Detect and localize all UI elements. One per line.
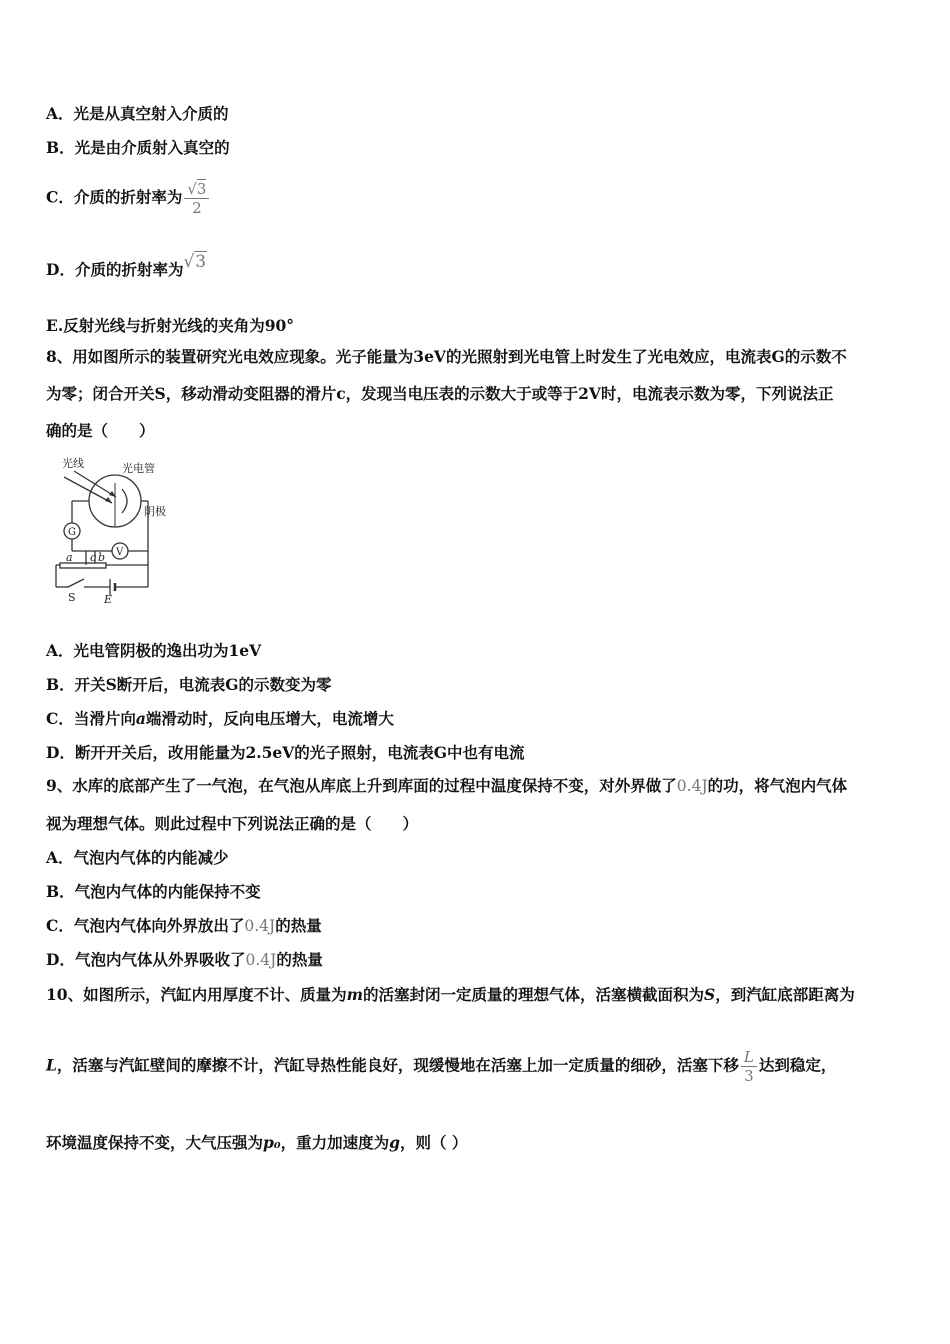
- light-ray-arrow-1: [105, 497, 112, 503]
- q7-option-d-text: D．介质的折射率为: [46, 260, 184, 279]
- q7-option-e: E.反射光线与折射光线的夹角为90°: [46, 316, 295, 335]
- q10-l1-a: 10、如图所示，汽缸内用厚度不计、质量为: [46, 985, 347, 1004]
- q7-option-d: [46, 252, 207, 280]
- label-c: c: [90, 551, 97, 564]
- q8-stem-line-2: 为零；闭合开关S，移动滑动变阻器的滑片c，发现当电压表的示数大于或等于2V时，电流表示数为零，下列说法正: [46, 384, 834, 403]
- label-b: b: [98, 551, 106, 564]
- q9-option-c-pre: C．气泡内气体向外界放出了: [46, 916, 245, 935]
- label-cathode: 阴极: [144, 505, 166, 518]
- q8-stem: [46, 338, 908, 449]
- q10-l3-g: g: [389, 1133, 401, 1152]
- q9-option-b: B．气泡内气体的内能保持不变: [46, 882, 261, 901]
- q10-l3-p: p₀: [263, 1133, 281, 1152]
- label-v: V: [116, 547, 124, 558]
- label-g: G: [68, 527, 76, 538]
- switch-s: [68, 579, 84, 587]
- photoelectric-circuit-figure: [50, 455, 180, 605]
- q9-option-d-value: 0.4J: [245, 951, 277, 969]
- q7-option-b: B．光是由介质射入真空的: [46, 138, 230, 157]
- q8-option-c-var: a: [135, 709, 146, 728]
- tube-cathode: [122, 489, 127, 513]
- q8-option-d: D．断开开关后，改用能量为2.5eV的光子照射，电流表G中也有电流: [46, 743, 525, 762]
- q10-frac-den: 3: [744, 1067, 754, 1085]
- q9-stem-1b: 的功，将气泡内气体: [707, 776, 848, 795]
- q10-frac-num: L: [741, 1048, 757, 1067]
- q9-stem-line-2: 视为理想气体。则此过程中下列说法正确的是（ ）: [46, 814, 419, 833]
- q7-option-c-fraction: $\frac{√3}{2}$: [184, 180, 209, 217]
- q8-stem-line-3: 确的是（ ）: [46, 421, 155, 440]
- q10-l2-b: 达到稳定，: [758, 1055, 837, 1075]
- q8-option-b: B．开关S断开后，电流表G的示数变为零: [46, 675, 332, 694]
- q10-line-1: [46, 983, 855, 1005]
- label-light: 光线: [62, 457, 84, 470]
- label-a: a: [66, 551, 73, 564]
- q7-option-c-text: C．介质的折射率为: [46, 187, 183, 207]
- q9-stem: [46, 767, 908, 842]
- q10-line-2: [46, 1048, 836, 1085]
- q10-l1-c: ，到汽缸底部距离为: [715, 985, 855, 1004]
- q9-option-c-value: 0.4J: [244, 917, 276, 935]
- q10-l3-b: ，重力加速度为: [280, 1133, 390, 1152]
- q7-option-c-numerator: 3: [196, 180, 207, 198]
- q9-option-a: A．气泡内气体的内能减少: [46, 848, 229, 867]
- q9-option-d: [46, 948, 323, 970]
- q9-option-c: [46, 914, 322, 936]
- q8-option-c-pre: C．当滑片向: [46, 709, 136, 728]
- q10-line-3: [46, 1131, 467, 1153]
- q9-stem-line-1: [46, 767, 908, 805]
- q10-l3-c: ，则（ ）: [400, 1133, 468, 1152]
- q10-l3-a: 环境温度保持不变，大气压强为: [46, 1133, 264, 1152]
- q8-option-c: [46, 707, 394, 729]
- q7-option-c-denominator: 2: [192, 199, 202, 217]
- q7-option-d-sqrt: √3: [183, 252, 207, 272]
- q9-option-d-pre: D．气泡内气体从外界吸收了: [46, 950, 246, 969]
- q10-fraction: [741, 1048, 757, 1085]
- label-s: S: [68, 591, 76, 604]
- q7-option-a: A．光是从真空射入介质的: [46, 104, 229, 123]
- q9-stem-work-value: 0.4J: [676, 777, 708, 795]
- q8-option-a: A．光电管阴极的逸出功为1eV: [46, 641, 262, 660]
- q9-stem-1a: 9、水库的底部产生了一气泡，在气泡从库底上升到库面的过程中温度保持不变，对外界做了: [46, 776, 677, 795]
- q9-option-c-post: 的热量: [275, 916, 322, 935]
- q8-option-c-post: 端滑动时，反向电压增大，电流增大: [145, 709, 394, 728]
- q8-stem-line-1: 8、用如图所示的装置研究光电效应现象。光子能量为3eV的光照射到光电管上时发生了光电效应，电流表G的示数不: [46, 347, 847, 366]
- q10-l1-s: S: [704, 985, 716, 1004]
- q7-option-d-radicand: 3: [195, 252, 207, 272]
- label-tube: 光电管: [122, 462, 155, 475]
- q9-option-d-post: 的热量: [276, 950, 323, 969]
- q10-l1-b: 的活塞封闭一定质量的理想气体，活塞横截面积为: [362, 985, 704, 1004]
- label-e: E: [104, 593, 113, 605]
- q7-option-c: [46, 180, 211, 217]
- q10-l2-L: L: [46, 1055, 57, 1075]
- q10-l2-a: ，活塞与汽缸壁间的摩擦不计，汽缸导热性能良好，现缓慢地在活塞上加一定质量的细砂，活塞下移: [56, 1055, 739, 1075]
- q10-l1-m: m: [346, 985, 363, 1004]
